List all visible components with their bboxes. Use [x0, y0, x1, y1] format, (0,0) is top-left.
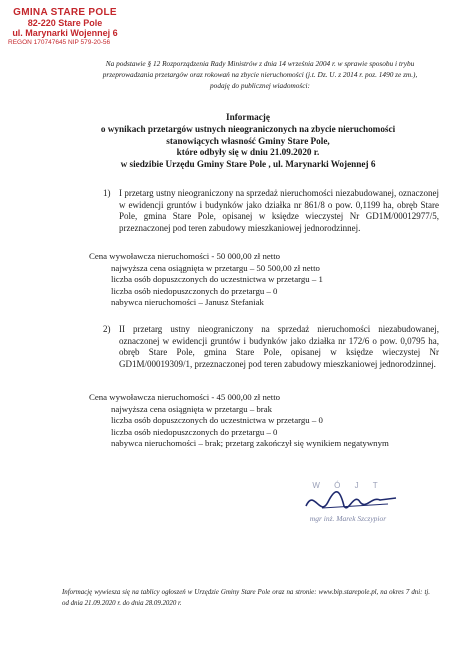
- footer-notice: Informację wywiesza się na tablicy ogłoszeń w Urzędzie Gminy Stare Pole oraz na stronie: www.bip.starepole.pl, na okres 7 dni: tj. od dnia 21.09.2020 r. do dnia 28.09.2020 r.: [62, 589, 430, 607]
- price-2-line-1: Cena wywoławcza nieruchomości - 45 000,00 zł netto: [89, 392, 281, 402]
- price-2-line-2: najwyższa cena osiągnięta w przetargu – brak: [111, 403, 273, 414]
- price-2-line-4: liczba osób niedopuszczonych do przetargu – 0: [111, 426, 278, 437]
- legal-basis: [84, 58, 436, 91]
- price-2-line-5: nabywca nieruchomości – brak; przetarg zakończył się wynikiem negatywnym: [111, 438, 389, 449]
- office-stamp: [6, 8, 124, 48]
- stamp-line-4: REGON 170747645 NIP 579-20-56: [8, 39, 111, 46]
- price-block-2: [89, 392, 389, 450]
- title-line-1: Informację: [226, 112, 270, 122]
- price-1-line-2: najwyższa cena osiągnięta w przetargu – 50 500,00 zł netto: [111, 262, 320, 273]
- item-1-number: 1): [103, 188, 111, 198]
- stamp-line-2: 82-220 Stare Pole: [27, 18, 103, 28]
- price-1-line-5: nabywca nieruchomości – Janusz Stefaniak: [111, 297, 264, 308]
- price-2-line-3: liczba osób dopuszczonych do uczestnictwa w przetargu – 0: [111, 415, 323, 426]
- legal-basis-line-3: podaję do publicznej wiadomości:: [210, 81, 310, 90]
- price-1-line-3: liczba osób dopuszczonych do uczestnictwa w przetargu – 1: [111, 274, 323, 285]
- signature-stamp: [288, 478, 408, 528]
- title-line-2: o wynikach przetargów ustnych nieograniczonych na zbycie nieruchomości: [100, 123, 396, 134]
- price-block-1: [89, 251, 323, 309]
- legal-basis-line-2: przeprowadzania przetargów oraz rokowań na zbycie nieruchomości (j.t. Dz. U. z 2014 r. poz. 1490 ze zm.),: [102, 70, 418, 79]
- item-2-text: II przetarg ustny nieograniczony na sprzedaż nieruchomości niezabudowanej, oznaczonej w ewidencji gruntów i budynków jako działka nr 172/6 o pow. 0,0795 ha, obręb Stare Pole, gmina Stare Pole, opisanej w księdze wieczystej Nr GD1M/00019309/1, przeznaczonej pod teren zabudowy mieszkaniowej jednorodzinnej.: [119, 324, 439, 369]
- title-line-3: stanowiących własność Gminy Stare Pole,: [166, 135, 330, 146]
- signature-name: mgr inż. Marek Szczypior: [309, 514, 387, 523]
- signature-scribble: [306, 492, 396, 508]
- stamp-line-1: GMINA STARE POLE: [13, 7, 117, 18]
- item-2-number: 2): [103, 324, 111, 334]
- signature-stamp-title: W Ó J T: [312, 481, 384, 490]
- signature-underline: [322, 504, 388, 508]
- document-title: [70, 112, 426, 171]
- price-1-line-1: Cena wywoławcza nieruchomości - 50 000,00 zł netto: [89, 251, 281, 261]
- stamp-line-3: ul. Marynarki Wojennej 6: [12, 28, 118, 38]
- price-1-line-4: liczba osób niedopuszczonych do przetargu – 0: [111, 285, 278, 296]
- title-line-4: które odbyły się w dniu 21.09.2020 r.: [176, 147, 320, 158]
- item-1-text: I przetarg ustny nieograniczony na sprzedaż nieruchomości niezabudowanej, oznaczonej w ewidencji gruntów i budynków jako działka nr 861/8 o pow. 0,1199 ha, obręb Stare Pole, gmina Stare Pole, opisanej w księdze wieczystej Nr GD1M/00012977/5, przeznaczonej pod teren zabudowy mieszkaniowej jednorodzinnej.: [119, 188, 439, 233]
- title-line-5: w siedzibie Urzędu Gminy Stare Pole , ul. Marynarki Wojennej 6: [120, 159, 376, 170]
- legal-basis-line-1: Na podstawie § 12 Rozporządzenia Rady Ministrów z dnia 14 września 2004 r. w sprawie sposobu i trybu: [105, 59, 415, 68]
